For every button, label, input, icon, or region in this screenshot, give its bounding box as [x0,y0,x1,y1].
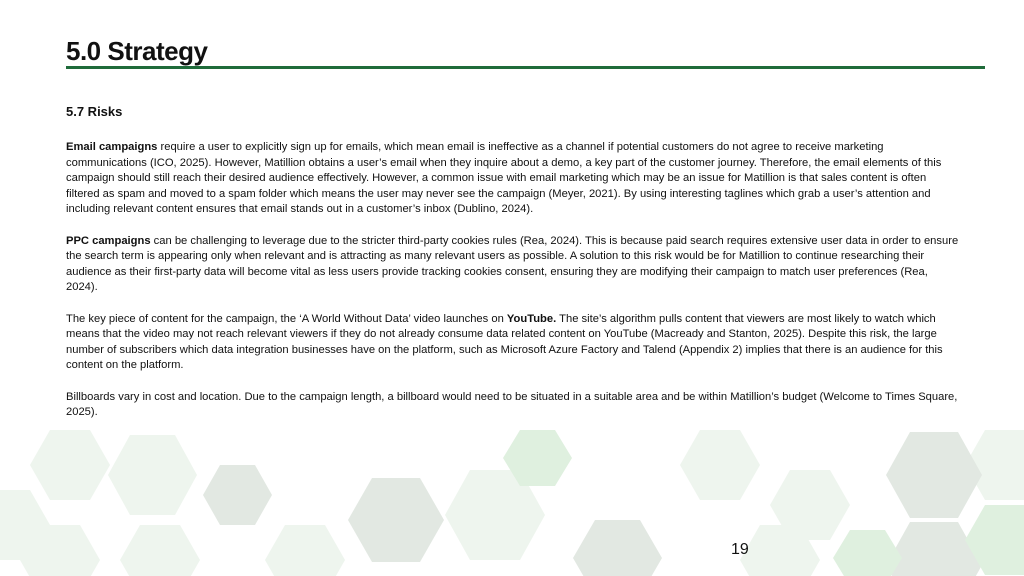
hexagon-shape [108,435,197,515]
section-heading: 5.7 Risks [66,104,123,119]
paragraph-billboards-text: Billboards vary in cost and location. Due to the campaign length, a billboard would need to be situated in a suitable area and be within Matillion’s budget (Welcome to Times Square, 2025). [66,390,958,419]
hexagon-shape [265,525,345,576]
paragraph-youtube-before: The key piece of content for the campaign, the ‘A World Without Data’ video launches on [66,312,507,325]
hexagon-shape [120,525,200,576]
paragraph-ppc [66,234,961,296]
hexagon-shape [30,430,110,500]
body-text [66,140,961,436]
paragraph-billboards [66,390,961,421]
hexagon-shape [573,520,662,576]
title-divider [66,66,985,69]
hexagon-shape [203,465,272,525]
paragraph-youtube-bold: YouTube. [506,312,557,325]
hexagon-shape [680,430,760,500]
page-title: 5.0 Strategy [66,36,208,66]
page-number: 19 [731,541,749,558]
hexagon-shape [886,522,982,576]
paragraph-ppc-lead: PPC campaigns [66,234,151,247]
hexagon-background-decoration [0,430,1024,576]
hexagon-shape [886,432,982,518]
paragraph-email [66,140,961,218]
paragraph-youtube [66,312,961,374]
paragraph-email-lead: Email campaigns [66,141,158,153]
paragraph-youtube-after: The site’s algorithm pulls content that viewers are most likely to watch which means that the video may not reach relevant viewers if they do not already consume data related content on YouTube (Macready and Stanton, 2025). Despite this risk, the large number of subscribers which data integration businesses have on the platform, such as Microsoft Azure Factory and Talend (Appendix 2) implies that there is an audience for this content on the platform. [66,312,943,372]
hexagon-shape [348,478,444,562]
paragraph-ppc-text: can be challenging to leverage due to the stricter third-party cookies rules (Rea, 2024). This is because paid search requires extensive user data in order to ensure the search term is appearing only when relevant and is attracting as many relevant users as possible. A solution to this risk would be for Matillion to continue researching their audience as their first-party data will become vital as less users provide tracking cookies consent, ensuring they are modifying their campaign to match user preferences (Rea, 2024). [66,234,959,294]
hexagon-shape [833,530,902,576]
paragraph-email-text: require a user to explicitly sign up for emails, which mean email is ineffective as a channel if potential customers do not agree to receive marketing communications (ICO, 2025). However, Matillion obtains a user’s email when they inquire about a demo, a key part of the customer journey. Therefore, the email elements of this campaign should still reach their desired audience effectively. However, a common issue with email marketing which may be an issue for Matillion is that sales content is often filtered as spam and moved to a spam folder which means the user may never see the campaign (Meyer, 2021). By using interesting taglines which grab a user’s attention and including relevant content ensures that email stands out in a customer’s inbox (Dublino, 2024). [66,141,942,216]
